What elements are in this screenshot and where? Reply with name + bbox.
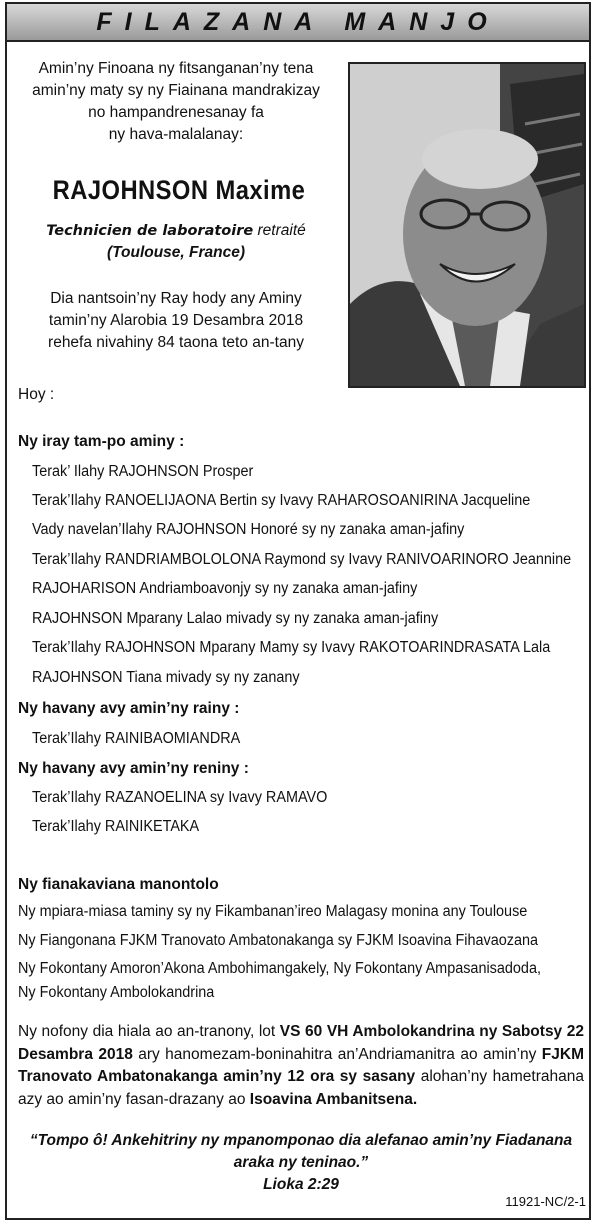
deceased-job [20, 220, 332, 264]
relative-line: Terak’Ilahy RAJOHNSON Mparany Mamy sy Ivavy RAKOTOARINDRASATA Lala [32, 639, 551, 656]
relative-line: RAJOHARISON Andriamboavonjy sy ny zanaka aman-jafiny [32, 580, 418, 597]
relative-line: Terak’Ilahy RANDRIAMBOLOLONA Raymond sy Ivavy RANIVOARINORO Jeannine [32, 551, 572, 568]
relative-line: Terak’Ilahy RAZANOELINA sy Ivavy RAMAVO [32, 789, 328, 806]
job-status: retraité [253, 222, 306, 239]
section-title-siblings: Ny iray tam-po aminy : [18, 433, 185, 450]
funeral-location-date: VS 60 VH Ambolokandrina ny Sabotsy 22 Desambra 2018 [18, 1023, 584, 1063]
portrait-photo [348, 62, 586, 388]
funeral-text: Ny nofony dia hiala ao an-tranony, lot [18, 1023, 280, 1040]
family-line: Ny Fokontany Ambolokandrina [18, 984, 215, 1001]
death-announcement [20, 288, 332, 354]
hoy-label: Hoy : [18, 386, 55, 403]
ad-reference: 11921-NC/2-1 [505, 1194, 586, 1209]
quote-reference: Lioka 2:29 [263, 1176, 339, 1193]
funeral-church-time: FJKM Tranovato Ambatonakanga amin’ny 12 ora sy sasany [18, 1045, 584, 1085]
death-line: Dia nantsoin’ny Ray hody any Aminy [50, 290, 302, 307]
family-line: Ny Fiangonana FJKM Tranovato Ambatonakanga sy FJKM Isoavina Fihavaozana [18, 932, 539, 949]
relative-line: Terak’ Ilahy RAJOHNSON Prosper [32, 463, 254, 480]
relative-line: Terak’Ilahy RAINIKETAKA [32, 818, 200, 835]
relative-line: RAJOHNSON Tiana mivady sy ny zanany [32, 669, 300, 686]
section-title-mother: Ny havany avy amin’ny reniny : [18, 760, 249, 777]
family-line: Ny Fokontany Amoron’Akona Ambohimangakely, Ny Fokontany Ampasanisadoda, [18, 960, 541, 977]
intro-line: amin’ny maty sy ny Fiainana mandrakizay [32, 82, 320, 99]
relative-line: Terak’Ilahy RANOELIJAONA Bertin sy Ivavy RAHAROSOANIRINA Jacqueline [32, 492, 531, 509]
deceased-location: (Toulouse, France) [106, 244, 246, 261]
section-title-father: Ny havany avy amin’ny rainy : [18, 700, 240, 717]
intro-line: ny hava-malalanay: [108, 126, 244, 143]
header-banner [5, 2, 591, 42]
intro-line: no hampandrenesanay fa [88, 104, 264, 121]
intro-line: Amin’ny Finoana ny fitsanganan’ny tena [38, 60, 314, 77]
relative-line: Vady navelan’Ilahy RAJOHNSON Honoré sy ny zanaka aman-jafiny [32, 521, 465, 538]
section-title-family: Ny fianakaviana manontolo [18, 876, 219, 893]
relative-line: RAJOHNSON Mparany Lalao mivady sy ny zanaka aman-jafiny [32, 610, 439, 627]
funeral-paragraph [18, 1021, 584, 1111]
death-line: tamin’ny Alarobia 19 Desambra 2018 [48, 312, 304, 329]
bible-quote [18, 1130, 584, 1196]
job-title: Technicien de laboratoire [46, 223, 254, 239]
header-title: FILAZANA MANJO [96, 7, 500, 36]
relative-line: Terak’Ilahy RAINIBAOMIANDRA [32, 730, 241, 747]
quote-text: “Tompo ô! Ankehitriny ny mpanomponao dia alefanao amin’ny Fiadanana araka ny teninao.” [29, 1132, 573, 1171]
funeral-text: ary hanomezam-boninahitra an’Andriamanitra ao amin’ny [132, 1045, 542, 1063]
family-line: Ny mpiara-miasa taminy sy ny Fikambanan’ireo Malagasy monina any Toulouse [18, 903, 528, 920]
deceased-name: RAJOHNSON Maxime [52, 175, 306, 205]
funeral-burial-place: Isoavina Ambanitsena. [249, 1090, 418, 1108]
intro-text [20, 58, 332, 146]
death-line: rehefa nivahiny 84 taona teto an-tany [48, 334, 304, 351]
funeral-text: alohan’ny hametrahana azy ao amin’ny fasan-drazany ao [18, 1068, 584, 1108]
